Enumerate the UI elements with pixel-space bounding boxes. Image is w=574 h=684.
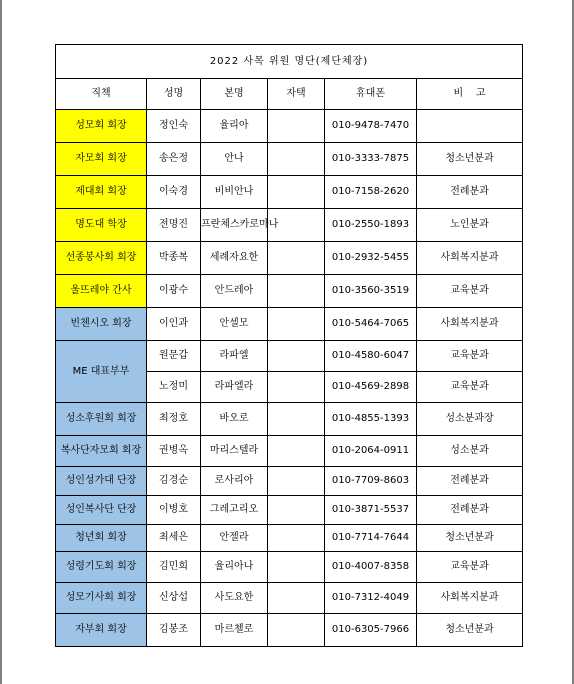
note-cell: 사회복지분과 (417, 308, 523, 341)
note-cell: 성소분과 (417, 436, 523, 467)
phone-cell: 010-3333-7875 (325, 143, 417, 176)
note-cell: 교육분과 (417, 372, 523, 403)
home-cell (268, 176, 325, 209)
table-row (56, 525, 523, 552)
note-cell: 전례분과 (417, 467, 523, 496)
name-cell: 최정호 (147, 403, 201, 436)
role-cell: 자부회 회장 (56, 614, 147, 647)
note-cell: 교육분과 (417, 552, 523, 583)
table-row (56, 209, 523, 242)
name-cell: 김봉조 (147, 614, 201, 647)
home-cell (268, 242, 325, 275)
home-cell (268, 275, 325, 308)
baptismal-cell: 마리스텔라 (201, 436, 268, 467)
phone-cell: 010-7158-2620 (325, 176, 417, 209)
role-cell: ME 대표부부 (56, 341, 147, 403)
baptismal-cell: 율리아나 (201, 552, 268, 583)
phone-cell: 010-3560-3519 (325, 275, 417, 308)
table-row (56, 552, 523, 583)
role-cell: 성령기도회 회장 (56, 552, 147, 583)
note-cell: 성소분과장 (417, 403, 523, 436)
header-note: 비 고 (417, 79, 523, 110)
phone-cell: 010-4580-6047 (325, 341, 417, 372)
baptismal-cell: 그레고리오 (201, 496, 268, 525)
table-row (56, 496, 523, 525)
role-cell: 빈첸시오 회장 (56, 308, 147, 341)
home-cell (268, 552, 325, 583)
header-baptismal-name: 본명 (201, 79, 268, 110)
phone-cell: 010-2550-1893 (325, 209, 417, 242)
role-cell: 자모회 회장 (56, 143, 147, 176)
baptismal-cell: 라파엘 (201, 341, 268, 372)
table-row (56, 143, 523, 176)
note-cell: 사회복지분과 (417, 242, 523, 275)
role-cell: 울뜨레야 간사 (56, 275, 147, 308)
table-row (56, 467, 523, 496)
note-cell: 청소년분과 (417, 525, 523, 552)
baptismal-cell: 마르첼로 (201, 614, 268, 647)
role-cell: 복사단자모회 회장 (56, 436, 147, 467)
role-cell: 성인성가대 단장 (56, 467, 147, 496)
name-cell: 이광수 (147, 275, 201, 308)
baptismal-cell: 로사리아 (201, 467, 268, 496)
name-cell: 송은정 (147, 143, 201, 176)
home-cell (268, 614, 325, 647)
role-cell: 성모회 회장 (56, 110, 147, 143)
table-row (56, 341, 523, 372)
roster-table (55, 44, 523, 647)
name-cell: 권병옥 (147, 436, 201, 467)
phone-cell: 010-7714-7644 (325, 525, 417, 552)
note-cell: 청소년분과 (417, 143, 523, 176)
home-cell (268, 467, 325, 496)
note-cell: 노인분과 (417, 209, 523, 242)
home-cell (268, 496, 325, 525)
home-cell (268, 525, 325, 552)
table-row (56, 176, 523, 209)
baptismal-cell: 율리아 (201, 110, 268, 143)
role-cell: 성모기사회 회장 (56, 583, 147, 614)
phone-cell: 010-2064-0911 (325, 436, 417, 467)
table-row (56, 308, 523, 341)
name-cell: 신상섭 (147, 583, 201, 614)
role-cell: 성소후원회 회장 (56, 403, 147, 436)
header-role: 직책 (56, 79, 147, 110)
home-cell (268, 110, 325, 143)
home-cell (268, 341, 325, 372)
baptismal-cell: 안나 (201, 143, 268, 176)
page-title: 2022 사목 위원 명단(제단체장) (56, 45, 523, 79)
baptismal-cell: 비비안나 (201, 176, 268, 209)
table-row (56, 403, 523, 436)
table-row (56, 614, 523, 647)
role-cell: 명도대 학장 (56, 209, 147, 242)
phone-cell: 010-3871-5537 (325, 496, 417, 525)
home-cell (268, 308, 325, 341)
baptismal-cell: 바오로 (201, 403, 268, 436)
role-cell: 성인복사단 단장 (56, 496, 147, 525)
phone-cell: 010-7709-8603 (325, 467, 417, 496)
name-cell: 김경순 (147, 467, 201, 496)
note-cell: 사회복지분과 (417, 583, 523, 614)
baptismal-cell: 사도요한 (201, 583, 268, 614)
home-cell (268, 436, 325, 467)
note-cell: 전례분과 (417, 176, 523, 209)
name-cell: 전명진 (147, 209, 201, 242)
phone-cell: 010-4569-2898 (325, 372, 417, 403)
name-cell: 이병호 (147, 496, 201, 525)
baptismal-cell: 프란체스카로마나 (201, 209, 268, 242)
home-cell (268, 143, 325, 176)
phone-cell: 010-2932-5455 (325, 242, 417, 275)
home-cell (268, 403, 325, 436)
note-cell: 청소년분과 (417, 614, 523, 647)
table-row (56, 436, 523, 467)
note-cell: 교육분과 (417, 341, 523, 372)
baptismal-cell: 안젤라 (201, 525, 268, 552)
header-mobile: 휴대폰 (325, 79, 417, 110)
phone-cell: 010-4855-1393 (325, 403, 417, 436)
note-cell (417, 110, 523, 143)
phone-cell: 010-4007-8358 (325, 552, 417, 583)
table-row (56, 583, 523, 614)
phone-cell: 010-7312-4049 (325, 583, 417, 614)
name-cell: 박종복 (147, 242, 201, 275)
role-cell: 제대회 회장 (56, 176, 147, 209)
baptismal-cell: 안셀모 (201, 308, 268, 341)
baptismal-cell: 라파엘라 (201, 372, 268, 403)
table-row (56, 242, 523, 275)
header-name: 성명 (147, 79, 201, 110)
phone-cell: 010-5464-7065 (325, 308, 417, 341)
role-cell: 청년회 회장 (56, 525, 147, 552)
home-cell (268, 583, 325, 614)
note-cell: 전례분과 (417, 496, 523, 525)
name-cell: 이인과 (147, 308, 201, 341)
phone-cell: 010-6305-7966 (325, 614, 417, 647)
name-cell: 원문갑 (147, 341, 201, 372)
table-row (56, 110, 523, 143)
role-cell: 선종봉사회 회장 (56, 242, 147, 275)
baptismal-cell: 안드레아 (201, 275, 268, 308)
name-cell: 최세은 (147, 525, 201, 552)
name-cell: 정인숙 (147, 110, 201, 143)
name-cell: 이숙경 (147, 176, 201, 209)
name-cell: 노정미 (147, 372, 201, 403)
home-cell (268, 372, 325, 403)
note-cell: 교육분과 (417, 275, 523, 308)
table-row (56, 275, 523, 308)
left-border (0, 0, 2, 684)
phone-cell: 010-9478-7470 (325, 110, 417, 143)
name-cell: 김민희 (147, 552, 201, 583)
header-home-phone: 자택 (268, 79, 325, 110)
baptismal-cell: 세례자요한 (201, 242, 268, 275)
